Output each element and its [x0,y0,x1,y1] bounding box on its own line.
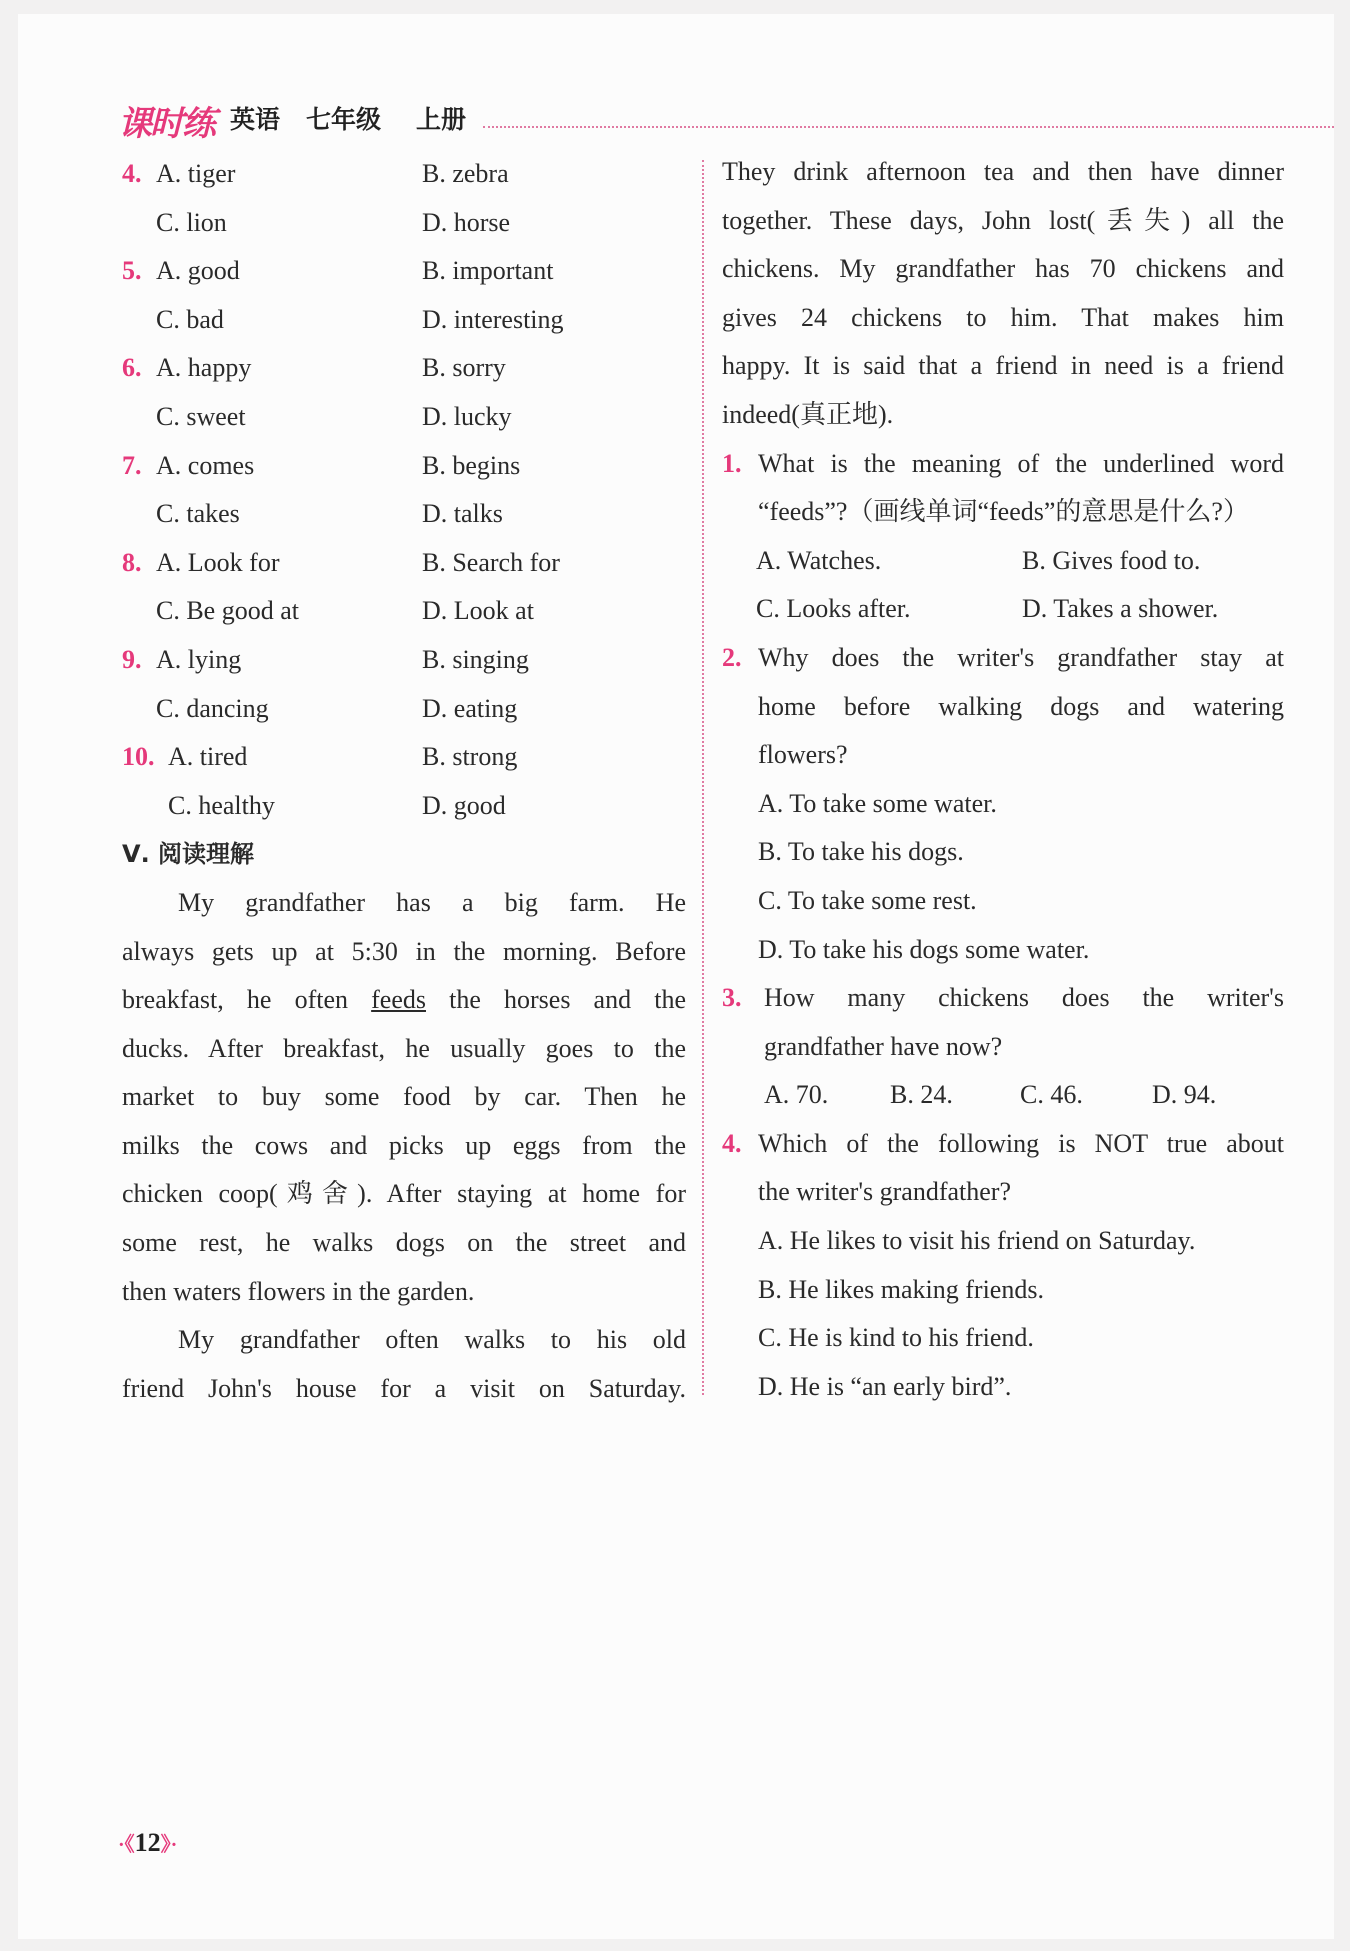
option-c: C. Be good at [156,596,299,626]
option-row [722,877,1284,926]
option-b: B. singing [422,644,529,674]
option-c: C. To take some rest. [758,885,977,915]
question-stem [722,683,1284,732]
question-number: 9. [122,644,142,674]
option-a: A. To take some water. [758,788,997,818]
option-row [722,1266,1284,1315]
question-stem [722,731,1284,780]
choice-row [122,199,686,248]
question-number: 10. [122,742,155,772]
question-number: 8. [122,547,142,577]
option-row [722,828,1284,877]
choice-row [122,636,686,685]
choice-row [122,247,686,296]
option-a: A. happy [156,353,252,383]
passage-line: ducks. After breakfast, he usually goes to the [122,1033,686,1063]
option-c: C. Looks after. [756,594,911,624]
question-text: Which of the following is NOT true about [758,1128,1284,1158]
question-text: What is the meaning of the underlined word [758,448,1284,478]
volume-label: 上册 [416,105,467,134]
option-b: B. Search for [422,547,560,577]
option-a: A. lying [156,644,242,674]
passage-line: market to buy some food by car. Then he [122,1082,686,1112]
option-d: D. 94. [1152,1080,1217,1110]
question-stem [722,1120,1284,1169]
choice-row [122,296,686,345]
option-c: C. bad [156,304,224,334]
option-b: B. important [422,256,554,286]
question-number: 7. [122,450,142,480]
passage-line: My grandfather has a big farm. He [178,887,686,917]
options-row [722,1071,1284,1120]
option-b: B. strong [422,742,518,772]
option-b: B. begins [422,450,521,480]
choice-row [122,344,686,393]
option-d: D. Takes a shower. [1022,594,1219,624]
option-c: C. dancing [156,693,269,723]
option-row [722,780,1284,829]
option-d: D. good [422,790,506,820]
question-number: 5. [122,256,142,286]
option-row [722,1363,1284,1412]
option-c: C. He is kind to his friend. [758,1323,1034,1353]
choice-row [122,539,686,588]
question-text: flowers? [758,740,848,770]
page-header [118,96,1334,144]
passage-line: They drink afternoon tea and then have dinner [722,157,1284,186]
passage-line: some rest, he walks dogs on the street and [122,1228,686,1258]
question-number: 2. [722,642,742,672]
option-b: B. To take his dogs. [758,837,964,867]
options-row [722,537,1284,586]
option-c: C. takes [156,499,240,529]
passage-line: chickens. My grandfather has 70 chickens and [722,254,1284,284]
option-b: B. Gives food to. [1022,545,1201,575]
question-text: grandfather have now? [764,1031,1003,1061]
option-c: C. sweet [156,401,246,431]
subject-label: 英语 [230,105,281,134]
page-number [118,1828,177,1858]
options-row [722,585,1284,634]
question-text: “feeds”?（画线单词“feeds”的意思是什么?） [758,497,1249,527]
option-row [722,1217,1284,1266]
right-column [722,148,1284,1411]
option-row [722,1314,1284,1363]
option-a: A. He likes to visit his friend on Saturday. [758,1226,1196,1256]
passage-line: friend John's house for a visit on Saturday. [122,1373,686,1403]
option-row [722,926,1284,975]
passage-line: happy. It is said that a friend in need is a friend [722,351,1284,381]
option-c: C. lion [156,207,227,237]
section-heading-row [122,830,686,879]
page-number-value: 12 [134,1828,161,1857]
option-b: B. sorry [422,353,506,383]
passage-line: together. These days, John lost(丢失) all the [722,205,1284,235]
passage-line: indeed(真正地). [722,399,894,429]
choice-row [122,442,686,491]
choice-row [122,587,686,636]
option-d: D. eating [422,693,518,723]
option-b: B. He likes making friends. [758,1274,1044,1304]
passage-line: gives 24 chickens to him. That makes him [722,302,1284,332]
option-c: C. healthy [168,790,275,820]
question-number: 1. [722,448,742,478]
passage-line: always gets up at 5:30 in the morning. Before [122,936,686,966]
passage-line: milks the cows and picks up eggs from the [122,1130,686,1160]
option-d: D. talks [422,499,503,529]
passage-text: breakfast, he often [122,985,372,1015]
question-text: the writer's grandfather? [758,1177,1012,1207]
option-d: D. To take his dogs some water. [758,934,1090,964]
option-a: A. 70. [764,1080,829,1110]
passage-text: the horses and the [425,985,686,1015]
question-text: How many chickens does the writer's [764,983,1284,1013]
question-number: 6. [122,353,142,383]
header-rule [483,126,1334,128]
underlined-word: feeds [371,985,426,1015]
question-text: Why does the writer's grandfather stay at [758,642,1284,672]
choice-row [122,393,686,442]
grade-label: 七年级 [306,105,382,134]
section-heading: Ⅴ. 阅读理解 [122,840,255,869]
option-a: A. tiger [156,159,236,188]
option-b: B. zebra [422,159,509,188]
option-d: D. interesting [422,304,564,334]
question-stem [722,440,1284,489]
option-a: A. tired [168,742,248,772]
option-a: A. Watches. [756,545,882,575]
option-c: C. 46. [1020,1080,1083,1110]
question-number: 3. [722,983,742,1013]
option-a: A. comes [156,450,255,480]
choice-row [122,733,686,782]
passage-line: then waters flowers in the garden. [122,1276,475,1306]
question-stem [722,1023,1284,1072]
right-ornament-icon: 》· [160,1834,178,1856]
choice-row [122,782,686,831]
passage-line: My grandfather often walks to his old [178,1325,686,1355]
question-number: 4. [722,1128,742,1158]
option-d: D. Look at [422,596,534,626]
choice-row [122,490,686,539]
question-stem [722,1168,1284,1217]
left-column [122,150,686,1413]
left-ornament-icon: ·《 [118,1834,135,1856]
brand-logo: 课时练 [118,104,214,144]
question-stem [722,488,1284,537]
choice-row [122,685,686,734]
question-number: 4. [122,159,142,188]
question-text: home before walking dogs and watering [758,691,1284,721]
option-b: B. 24. [890,1080,953,1110]
column-divider [702,160,704,1395]
question-stem [722,634,1284,683]
option-a: A. Look for [156,547,280,577]
option-a: A. good [156,256,240,286]
passage-line [122,976,686,1025]
question-stem [722,974,1284,1023]
option-d: D. horse [422,207,511,237]
choice-row [122,150,686,199]
option-d: D. lucky [422,401,512,431]
passage-line: chicken coop(鸡舍). After staying at home for [122,1179,686,1209]
option-d: D. He is “an early bird”. [758,1371,1012,1401]
